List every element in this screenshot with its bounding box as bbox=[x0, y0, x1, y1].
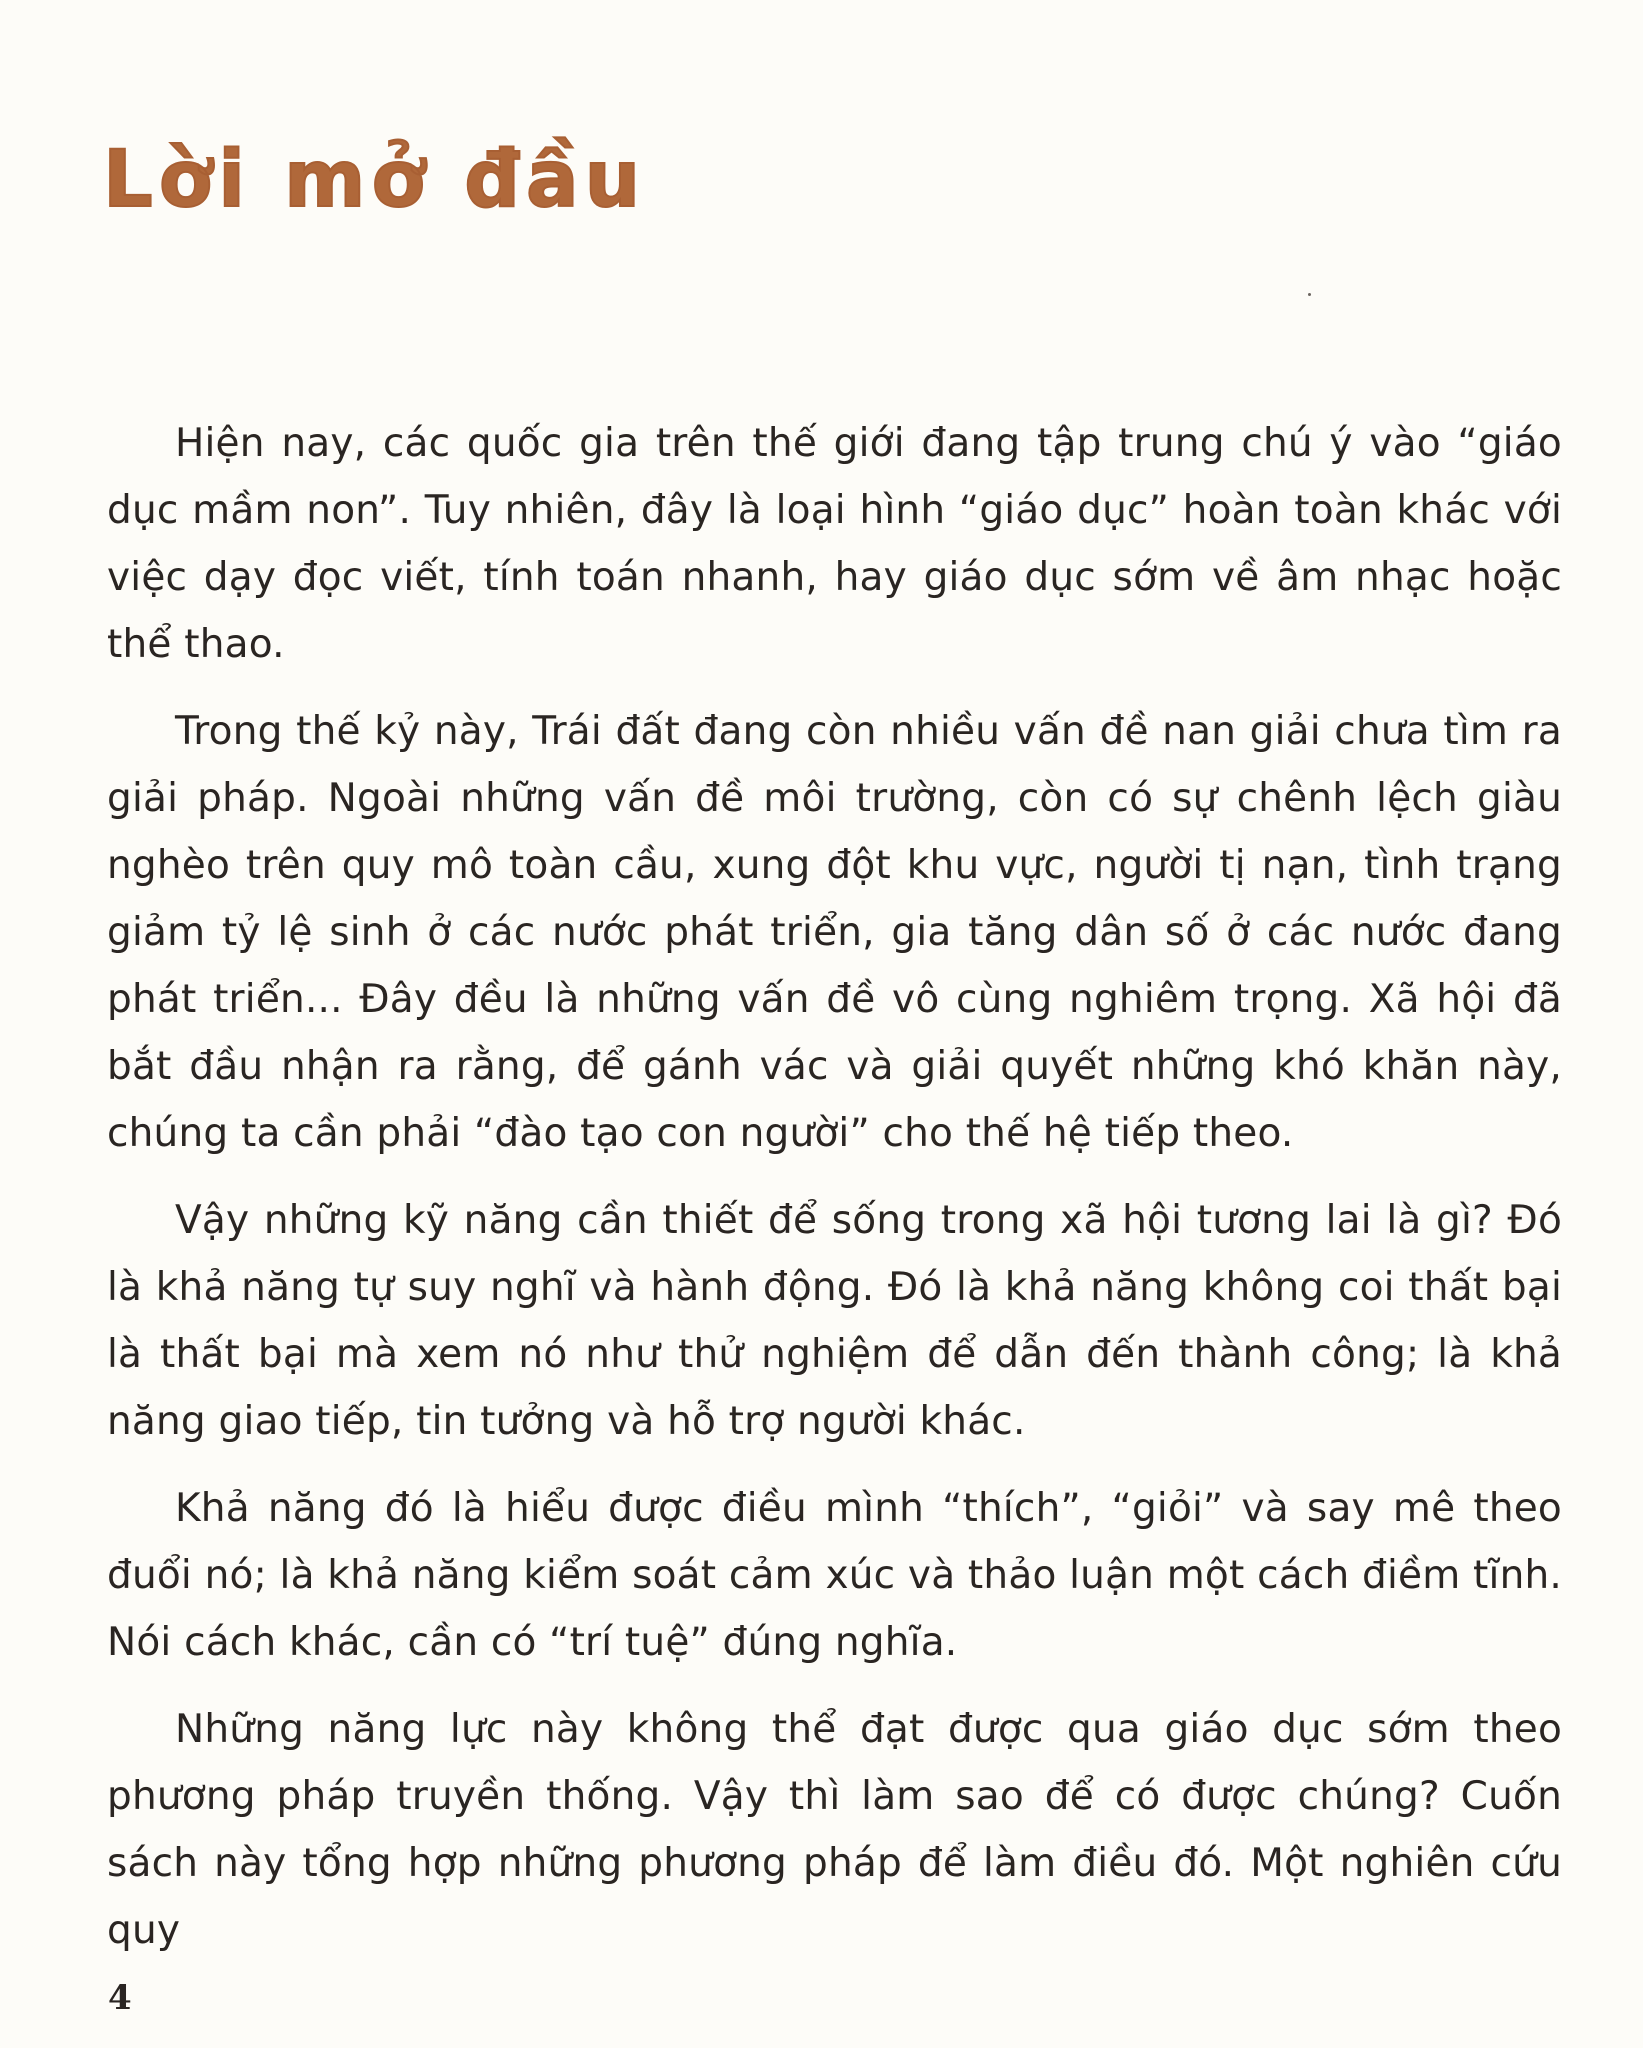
paragraph-3: Vậy những kỹ năng cần thiết để sống trong xã hội tương lai là gì? Đó là khả năng tự suy nghĩ và hành động. Đó là khả năng không coi thất bại là thất bại mà xem nó như thử nghiệm để dẫn đến thành công; là khả năng giao tiếp, tin tưởng và hỗ trợ người khác. bbox=[107, 1198, 1562, 1444]
paragraph-4: Khả năng đó là hiểu được điều mình “thích”, “giỏi” và say mê theo đuổi nó; là khả năng kiểm soát cảm xúc và thảo luận một cách điềm tĩnh. Nói cách khác, cần có “trí tuệ” đúng nghĩa. bbox=[107, 1486, 1562, 1665]
body-text bbox=[107, 410, 1562, 1984]
paragraph-2: Trong thế kỷ này, Trái đất đang còn nhiều vấn đề nan giải chưa tìm ra giải pháp. Ngoài những vấn đề môi trường, còn có sự chênh lệch giàu nghèo trên quy mô toàn cầu, xung đột khu vực, người tị nạn, tình trạng giảm tỷ lệ sinh ở các nước phát triển, gia tăng dân số ở các nước đang phát triển... Đây đều là những vấn đề vô cùng nghiêm trọng. Xã hội đã bắt đầu nhận ra rằng, để gánh vác và giải quyết những khó khăn này, chúng ta cần phải “đào tạo con người” cho thế hệ tiếp theo. bbox=[107, 709, 1562, 1156]
paragraph-5: Những năng lực này không thể đạt được qua giáo dục sớm theo phương pháp truyền thống. Vậy thì làm sao để có được chúng? Cuốn sách này tổng hợp những phương pháp để làm điều đó. Một nghiên cứu quy bbox=[107, 1707, 1562, 1953]
paper-speck bbox=[1308, 293, 1311, 296]
paragraph-1: Hiện nay, các quốc gia trên thế giới đang tập trung chú ý vào “giáo dục mầm non”. Tuy nhiên, đây là loại hình “giáo dục” hoàn toàn khác với việc dạy đọc viết, tính toán nhanh, hay giáo dục sớm về âm nhạc hoặc thể thao. bbox=[107, 421, 1562, 667]
page-title: Lời mở đầu bbox=[103, 135, 647, 225]
page-number: 4 bbox=[108, 1978, 132, 2018]
